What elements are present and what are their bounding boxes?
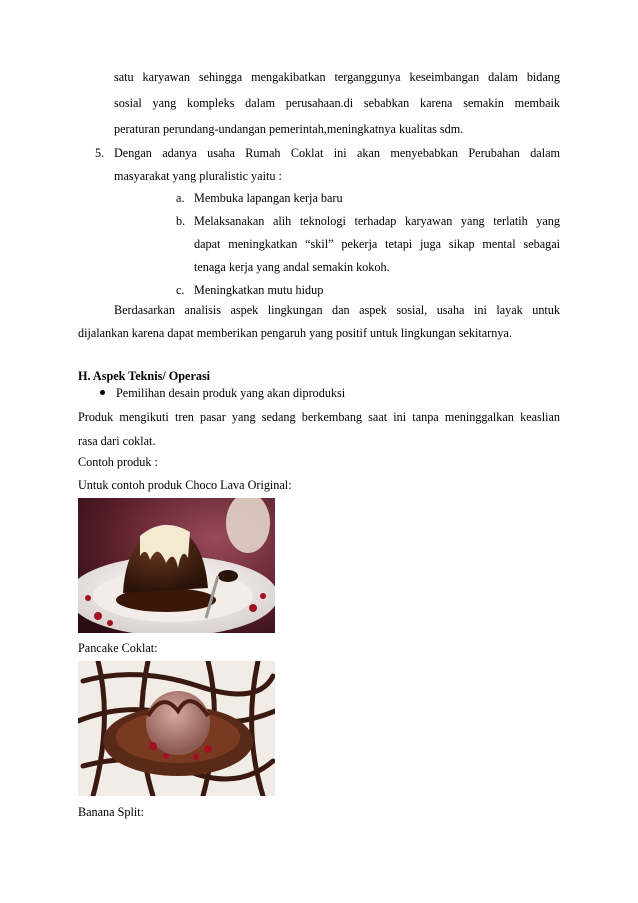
paragraph-line: Contoh produk : [78,455,158,469]
sublist-label: c. [176,283,185,297]
sublist-label: a. [176,191,185,205]
paragraph-line: sosial yang kompleks dalam perusahaan.di sebabkan karena semakin membaik [114,96,560,110]
sublist-text: Membuka lapangan kerja baru [194,191,343,205]
image-caption: Banana Split: [78,805,145,819]
pancake-image [78,661,275,796]
bullet-dot-icon [100,390,105,395]
paragraph-line: Produk mengikuti tren pasar yang sedang berkembang saat ini tanpa meninggalkan keaslian [78,410,560,424]
choco-lava-photo [78,498,275,633]
list-item-text: Dengan adanya usaha Rumah Coklat ini akan menyebabkan Perubahan dalam [114,146,560,160]
paragraph-line: peraturan perundang-undangan pemerintah,meningkatnya kualitas sdm. [114,122,464,136]
paragraph-line: satu karyawan sehingga mengakibatkan terganggunya keseimbangan dalam bidang [114,70,560,84]
list-number: 5. [95,146,105,160]
sublist-text: Meningkatkan mutu hidup [194,283,324,297]
image-caption: Untuk contoh produk Choco Lava Original: [78,478,292,492]
bullet-text: Pemilihan desain produk yang akan diproduksi [116,386,346,400]
choco-lava-image [78,498,275,633]
image-caption: Pancake Coklat: [78,641,158,655]
pancake-photo [78,661,275,796]
sublist-label: b. [176,214,186,228]
paragraph-line: Berdasarkan analisis aspek lingkungan dan aspek sosial, usaha ini layak untuk [114,303,560,317]
list-item-text: masyarakat yang pluralistic yaitu : [114,169,282,183]
sublist-text: dapat meningkatkan “skil” pekerja tetapi juga sikap mental sebagai [194,237,560,251]
paragraph-line: rasa dari coklat. [78,434,156,448]
sublist-text: tenaga kerja yang andal semakin kokoh. [194,260,390,274]
section-heading: H. Aspek Teknis/ Operasi [78,369,211,383]
sublist-text: Melaksanakan alih teknologi terhadap karyawan yang terlatih yang [194,214,560,228]
paragraph-line: dijalankan karena dapat memberikan pengaruh yang positif untuk lingkungan sekitarnya. [78,326,512,340]
